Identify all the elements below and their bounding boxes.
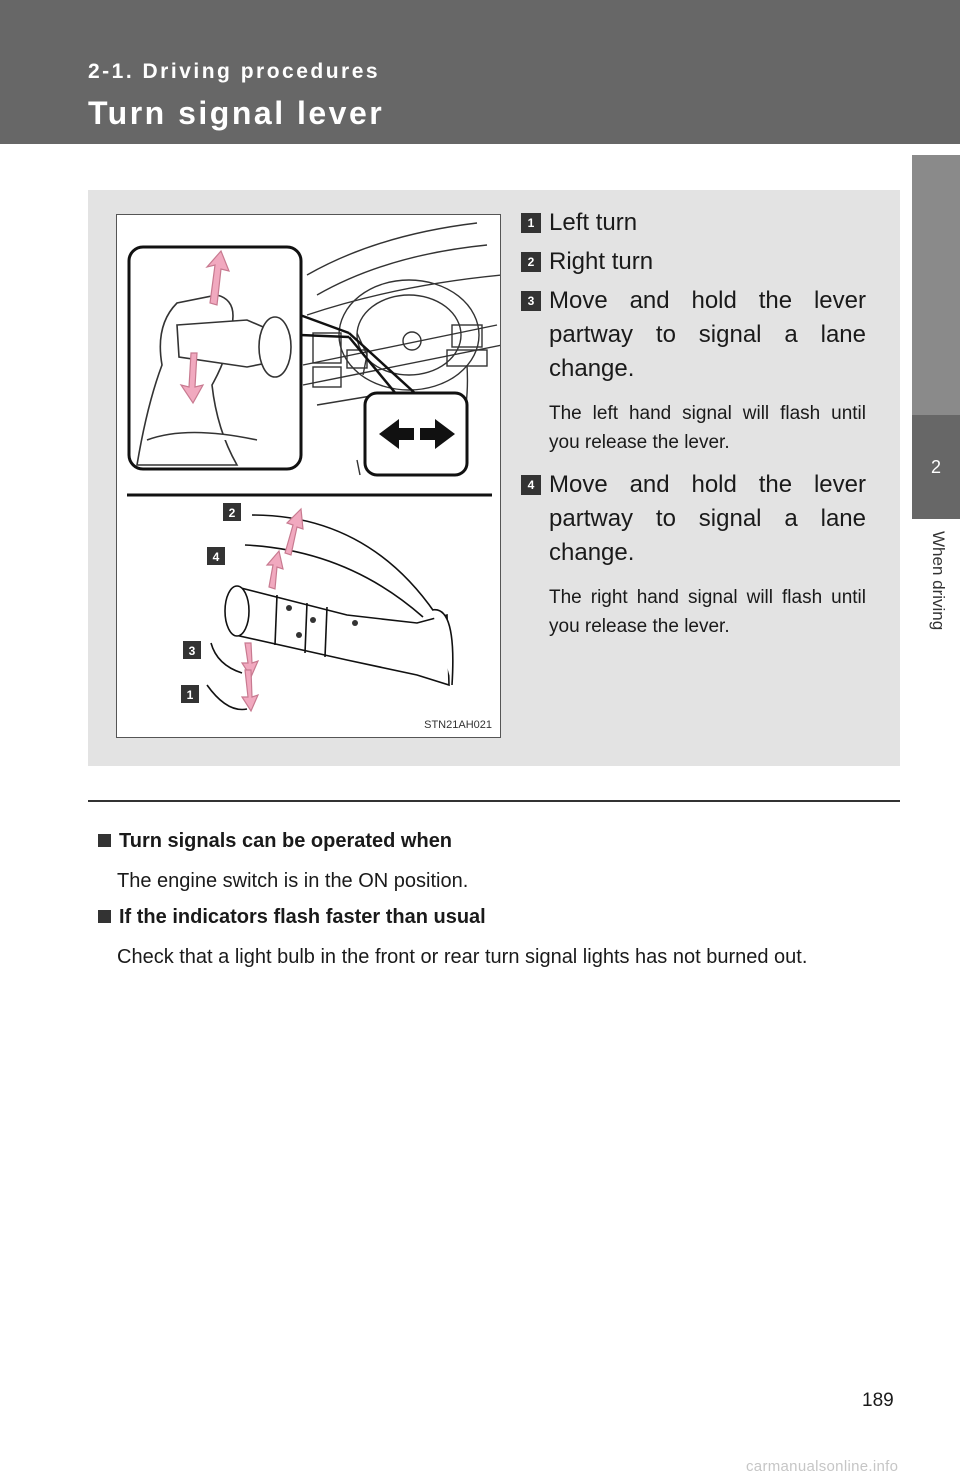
turn-signal-illustration: [116, 214, 501, 738]
note-bullet-icon: [98, 834, 111, 847]
step-text: Left turn: [549, 209, 638, 236]
chapter-label: When driving: [929, 531, 948, 631]
note-heading-operation: Turn signals can be operated when: [98, 830, 452, 853]
svg-text:4: 4: [212, 550, 220, 564]
watermark: carmanualsonline.info: [746, 1458, 899, 1475]
svg-text:3: 3: [188, 644, 196, 658]
step-badge: 1: [521, 213, 541, 233]
section-divider: [88, 800, 900, 802]
step-badge: 4: [521, 475, 541, 495]
svg-text:2: 2: [228, 506, 236, 520]
note-body-fast-flash: Check that a light bulb in the front or rear turn signal lights has not burned out.: [117, 946, 808, 968]
note-body-operation: The engine switch is in the ON position.: [117, 870, 469, 892]
section-label: 2-1. Driving procedures: [88, 60, 381, 83]
note-bullet-icon: [98, 910, 111, 923]
step-text: Move and hold the lever partway to signal a lane change.: [549, 471, 866, 566]
note-heading-fast-flash: If the indicators flash faster than usual: [98, 906, 486, 929]
step-badge: 2: [521, 252, 541, 272]
step-subtext: The right hand signal will flash until you release the lever.: [549, 587, 866, 637]
step-badge: 3: [521, 291, 541, 311]
side-tab-upper: [912, 155, 960, 415]
page-title: Turn signal lever: [88, 95, 385, 131]
page-number: 189: [862, 1390, 894, 1411]
step-subtext: The left hand signal will flash until you release the lever.: [549, 403, 866, 453]
page-header: [0, 0, 960, 144]
step-text: Move and hold the lever partway to signal a lane change.: [549, 287, 866, 382]
chapter-number-tab[interactable]: 2: [912, 415, 960, 519]
lever-diagram: [117, 215, 501, 738]
svg-text:1: 1: [186, 688, 194, 702]
figure-code: STN21AH021: [424, 719, 492, 731]
chapter-label-tab: [912, 519, 960, 699]
step-text: Right turn: [549, 248, 654, 275]
lever-sketch: [225, 586, 453, 685]
